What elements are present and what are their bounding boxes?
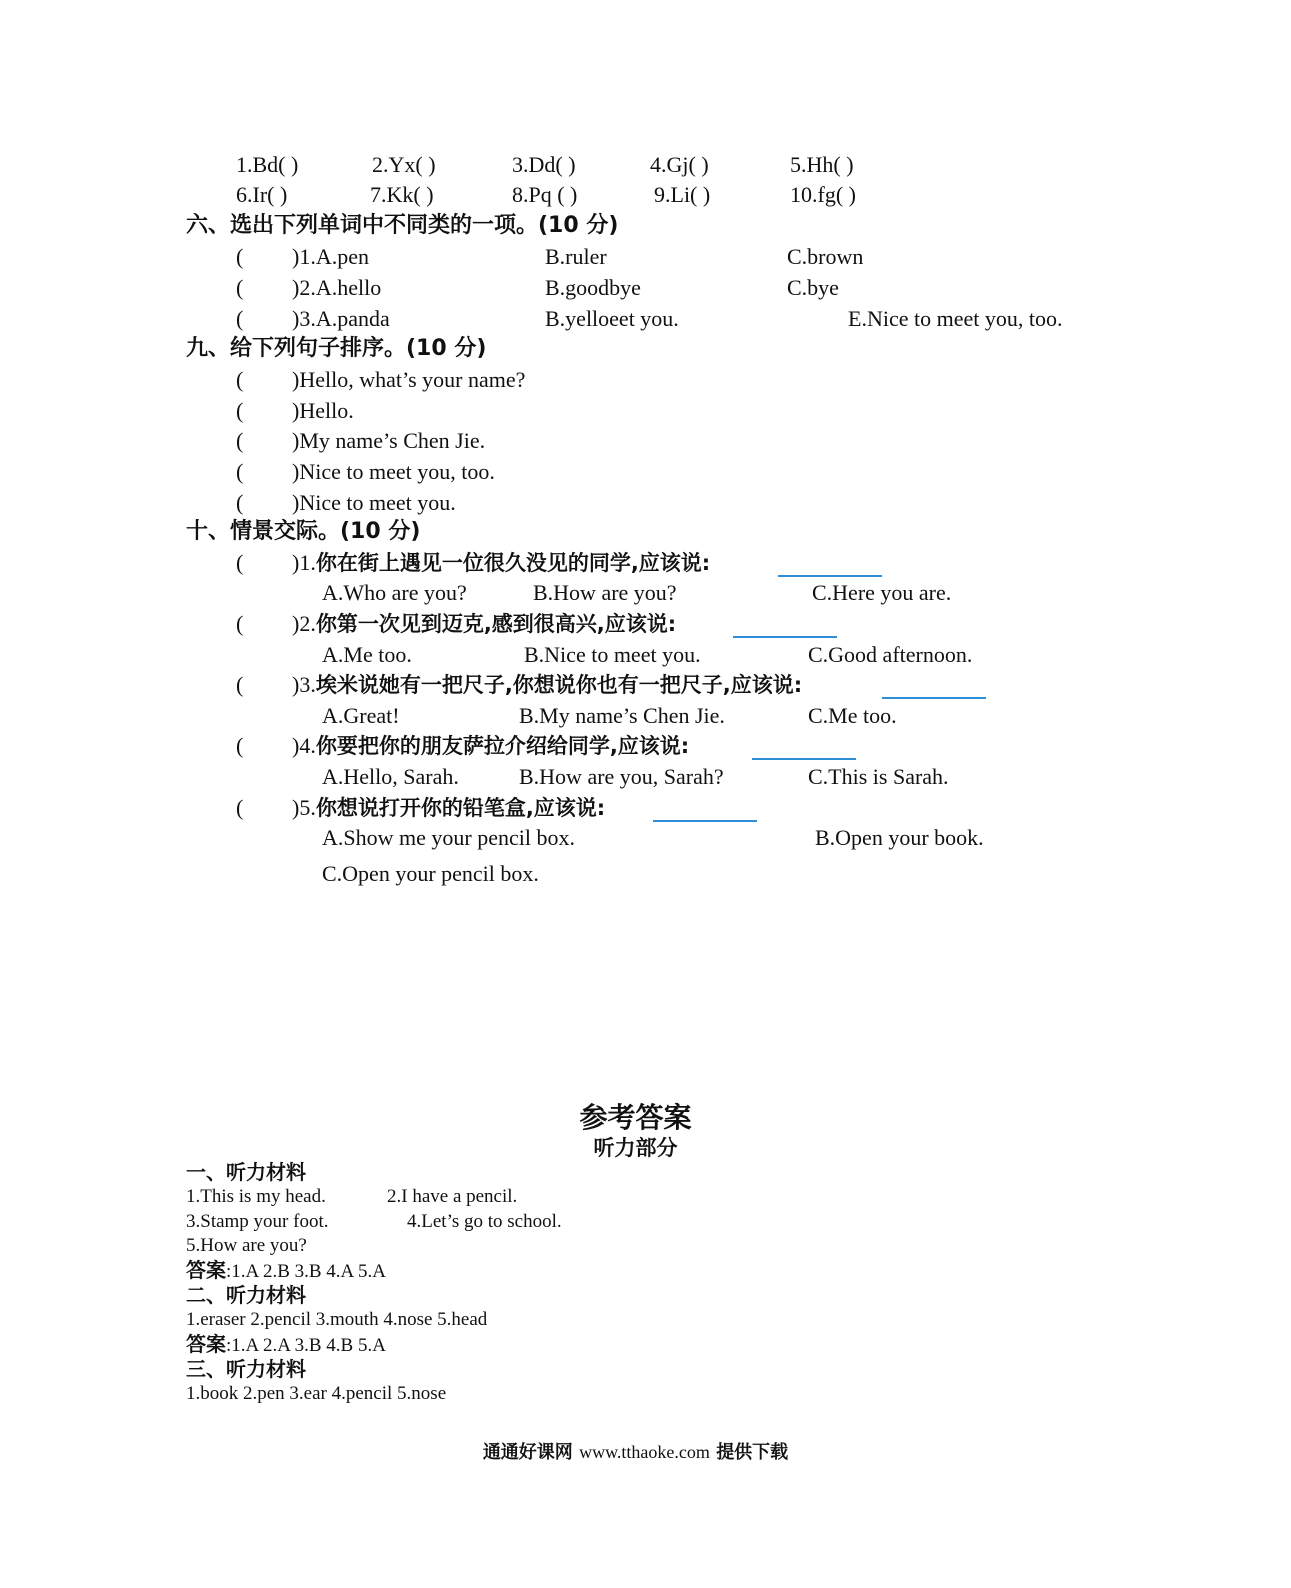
option-b: B.Open your book. bbox=[815, 825, 984, 850]
option-a: )2.A.hello bbox=[292, 275, 382, 300]
answer-paren: ( bbox=[236, 672, 244, 697]
page-footer bbox=[0, 1441, 1271, 1464]
match-item: 4.Gj( ) bbox=[650, 152, 709, 177]
answer-paren: ( bbox=[236, 367, 244, 392]
section-heading-9: 九、给下列句子排序。(10 分) bbox=[186, 336, 487, 361]
answer-blank[interactable] bbox=[752, 758, 856, 760]
option-c: C.Me too. bbox=[808, 703, 897, 728]
option-c: C.Here you are. bbox=[812, 580, 952, 605]
listening-line: 1.eraser 2.pencil 3.mouth 4.nose 5.head bbox=[186, 1309, 488, 1330]
answer-paren: ( bbox=[236, 490, 244, 515]
question: )3.埃米说她有一把尺子,你想说你也有一把尺子,应该说: bbox=[292, 672, 803, 697]
answers-heading-3: 三、听力材料 bbox=[186, 1357, 306, 1381]
answer-paren: ( bbox=[236, 398, 244, 423]
sentence: )Hello, what’s your name? bbox=[292, 367, 526, 392]
question-text: 你要把你的朋友萨拉介绍给同学,应该说: bbox=[315, 734, 690, 758]
option-a: A.Me too. bbox=[322, 642, 412, 667]
option-b: B.yelloeet you. bbox=[545, 306, 679, 331]
answer-blank[interactable] bbox=[882, 697, 986, 699]
listening-line: 1.This is my head. bbox=[186, 1186, 326, 1207]
option-c: C.bye bbox=[787, 275, 839, 300]
match-item: 6.Ir( ) bbox=[236, 182, 288, 207]
listening-line: 3.Stamp your foot. bbox=[186, 1211, 329, 1232]
listening-line: 5.How are you? bbox=[186, 1235, 307, 1256]
question-text: 你想说打开你的铅笔盒,应该说: bbox=[315, 796, 606, 820]
option-b: B.Nice to meet you. bbox=[524, 642, 701, 667]
sentence: )My name’s Chen Jie. bbox=[292, 428, 486, 453]
option-e: E.Nice to meet you, too. bbox=[848, 306, 1063, 331]
answer-paren: ( bbox=[236, 459, 244, 484]
option-c: C.This is Sarah. bbox=[808, 764, 949, 789]
option-a: )3.A.panda bbox=[292, 306, 390, 331]
option-b: B.How are you, Sarah? bbox=[519, 764, 724, 789]
listening-line: 1.book 2.pen 3.ear 4.pencil 5.nose bbox=[186, 1383, 447, 1404]
answer-paren: ( bbox=[236, 306, 244, 331]
option-b: B.ruler bbox=[545, 244, 607, 269]
question-text: 埃米说她有一把尺子,你想说你也有一把尺子,应该说: bbox=[315, 673, 803, 697]
option-a: A.Show me your pencil box. bbox=[322, 825, 575, 850]
match-item: 3.Dd( ) bbox=[512, 152, 576, 177]
option-a: A.Who are you? bbox=[322, 580, 467, 605]
option-b: B.goodbye bbox=[545, 275, 641, 300]
question: )4.你要把你的朋友萨拉介绍给同学,应该说: bbox=[292, 733, 690, 758]
answers-heading-2: 二、听力材料 bbox=[186, 1283, 306, 1307]
answer-key-1: 答案:1.A 2.B 3.B 4.A 5.A bbox=[186, 1258, 386, 1282]
question: )1.你在街上遇见一位很久没见的同学,应该说: bbox=[292, 550, 711, 575]
answer-paren: ( bbox=[236, 733, 244, 758]
match-item: 5.Hh( ) bbox=[790, 152, 854, 177]
answer-key-2: 答案:1.A 2.A 3.B 4.B 5.A bbox=[186, 1332, 386, 1356]
question-text: 你在街上遇见一位很久没见的同学,应该说: bbox=[315, 551, 711, 575]
answer-blank[interactable] bbox=[778, 575, 882, 577]
question-text: 你第一次见到迈克,感到很高兴,应该说: bbox=[315, 612, 677, 636]
match-item: 7.Kk( ) bbox=[370, 182, 434, 207]
answer-paren: ( bbox=[236, 275, 244, 300]
answer-blank[interactable] bbox=[733, 636, 837, 638]
question: )2.你第一次见到迈克,感到很高兴,应该说: bbox=[292, 611, 677, 636]
match-item: 10.fg( ) bbox=[790, 182, 856, 207]
option-b: B.My name’s Chen Jie. bbox=[519, 703, 725, 728]
match-item: 2.Yx( ) bbox=[372, 152, 436, 177]
option-b: B.How are you? bbox=[533, 580, 677, 605]
listening-line: 4.Let’s go to school. bbox=[407, 1211, 562, 1232]
answers-subtitle: 听力部分 bbox=[593, 1136, 678, 1160]
match-item: 9.Li( ) bbox=[654, 182, 711, 207]
option-c: C.Open your pencil box. bbox=[322, 861, 539, 886]
option-c: C.Good afternoon. bbox=[808, 642, 973, 667]
listening-line: 2.I have a pencil. bbox=[387, 1186, 518, 1207]
answers-heading-1: 一、听力材料 bbox=[186, 1160, 306, 1184]
footer-download: 提供下载 bbox=[716, 1442, 789, 1463]
question: )5.你想说打开你的铅笔盒,应该说: bbox=[292, 795, 606, 820]
sentence: )Hello. bbox=[292, 398, 354, 423]
answer-paren: ( bbox=[236, 428, 244, 453]
option-c: C.brown bbox=[787, 244, 864, 269]
answer-paren: ( bbox=[236, 795, 244, 820]
answer-blank[interactable] bbox=[653, 820, 757, 822]
section-heading-10: 十、情景交际。(10 分) bbox=[186, 519, 421, 544]
answer-paren: ( bbox=[236, 611, 244, 636]
option-a: A.Hello, Sarah. bbox=[322, 764, 459, 789]
option-a: A.Great! bbox=[322, 703, 400, 728]
option-a: )1.A.pen bbox=[292, 244, 369, 269]
match-item: 1.Bd( ) bbox=[236, 152, 299, 177]
answers-title: 参考答案 bbox=[579, 1101, 692, 1134]
answer-paren: ( bbox=[236, 244, 244, 269]
sentence: )Nice to meet you, too. bbox=[292, 459, 495, 484]
footer-url[interactable]: www.tthaoke.com bbox=[579, 1442, 710, 1462]
answer-paren: ( bbox=[236, 550, 244, 575]
match-item: 8.Pq ( ) bbox=[512, 182, 578, 207]
section-heading-6: 六、选出下列单词中不同类的一项。(10 分) bbox=[186, 213, 619, 238]
footer-site-name: 通通好课网 bbox=[482, 1442, 573, 1463]
sentence: )Nice to meet you. bbox=[292, 490, 456, 515]
